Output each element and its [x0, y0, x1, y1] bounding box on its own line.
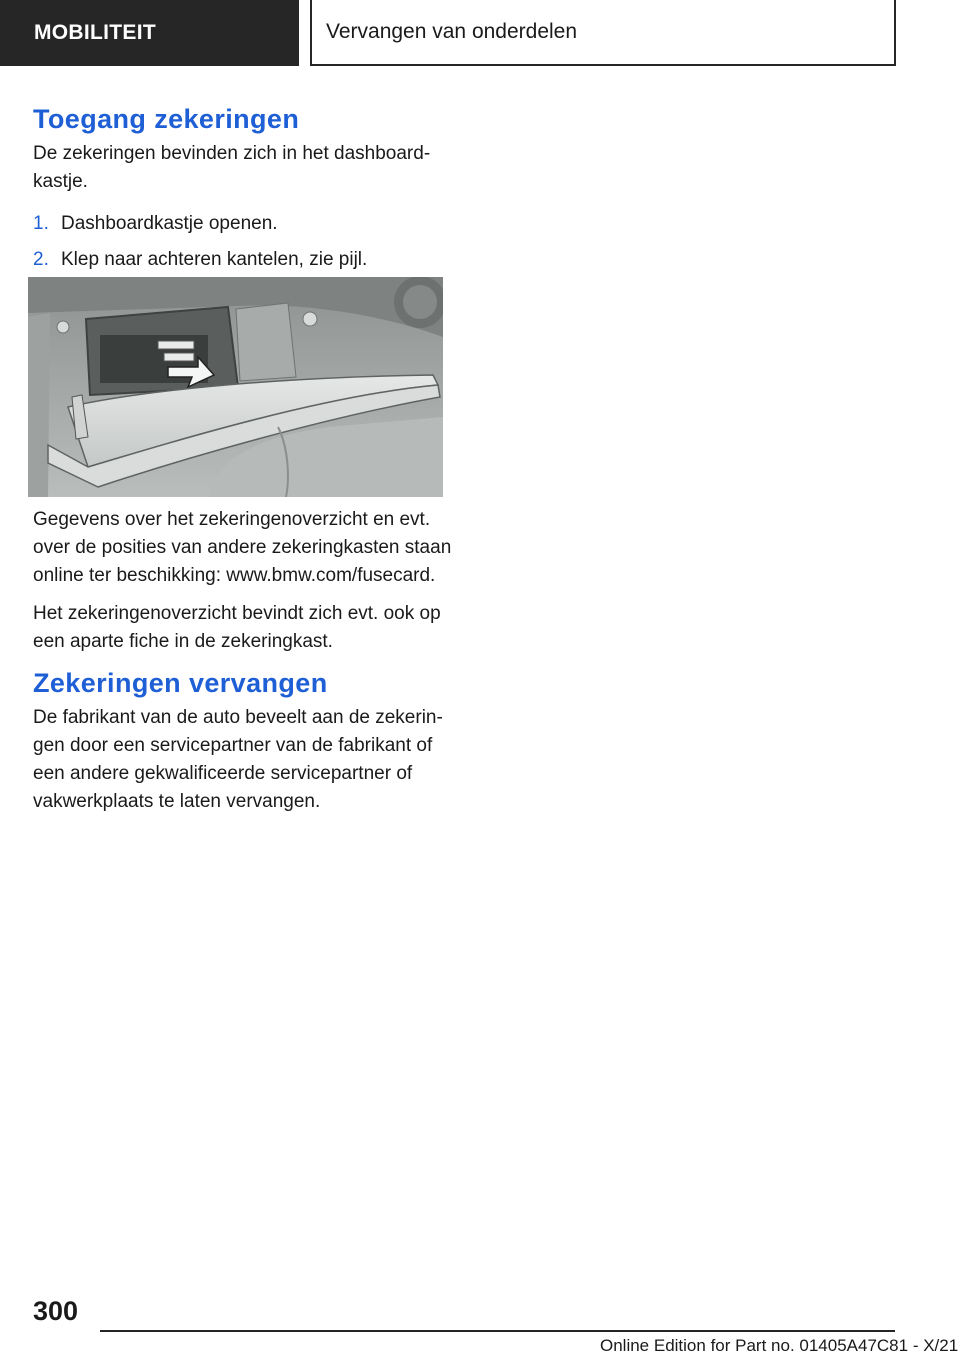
- step-text: Dashboardkastje openen.: [61, 213, 278, 234]
- step-list: [33, 210, 449, 274]
- section-title: MOBILITEIT: [34, 21, 156, 44]
- info-paragraph: Gegevens over het zekeringenoverzicht en evt. over de posities van andere zekeringkasten staan online ter beschikking: www.bmw.com/fusecard.: [33, 509, 452, 586]
- glovebox-drawing: [28, 277, 443, 497]
- intro-paragraph: De zekeringen bevinden zich in het dashboard-kastje.: [33, 143, 431, 192]
- step-item: [33, 210, 449, 238]
- page-number: 300: [33, 1296, 79, 1326]
- heading-fuse-access: Toegang zekeringen: [33, 104, 300, 134]
- step-number: 2.: [33, 249, 49, 270]
- heading-replace-fuses: Zekeringen vervangen: [33, 668, 328, 698]
- section-fuse-access: [33, 100, 449, 282]
- section-replace-fuses: [33, 664, 453, 816]
- step-item: [33, 246, 449, 274]
- section-tab: [0, 0, 299, 66]
- fusecard-info: [33, 506, 453, 656]
- body-paragraph: De fabrikant van de auto beveelt aan de zekerin-gen door een servicepartner van de fabrikant of een andere gekwalificeerde servicepartner of vakwerkplaats te laten vervangen.: [33, 707, 443, 812]
- step-number: 1.: [33, 213, 49, 234]
- info-paragraph: Het zekeringenoverzicht bevindt zich evt. ook op een aparte fiche in de zekeringkast.: [33, 603, 441, 652]
- footer-edition: Online Edition for Part no. 01405A47C81 - X/21: [600, 1336, 959, 1355]
- chapter-tab: [310, 0, 896, 66]
- footer-divider: [100, 1330, 895, 1332]
- step-text: Klep naar achteren kantelen, zie pijl.: [61, 249, 368, 270]
- chapter-title: Vervangen van onderdelen: [326, 20, 578, 43]
- glovebox-illustration: [28, 277, 443, 497]
